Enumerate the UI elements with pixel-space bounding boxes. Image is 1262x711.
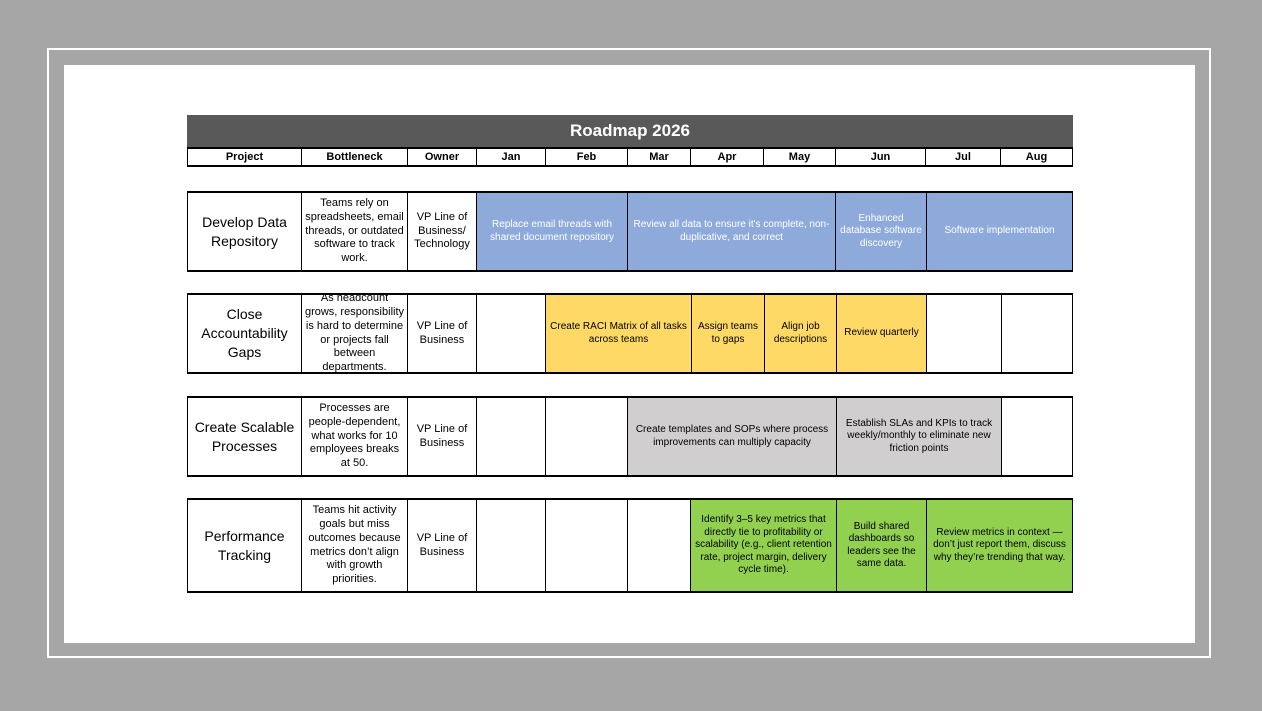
task-bar: Assign teams to gaps — [691, 295, 764, 372]
empty-cell — [545, 500, 627, 591]
project-name: Develop Data Repository — [187, 193, 301, 270]
owner-text: VP Line of Business — [407, 500, 476, 591]
header-aug: Aug — [1000, 149, 1073, 165]
project-name: Performance Tracking — [187, 500, 301, 591]
project-name: Close Accountability Gaps — [187, 295, 301, 372]
task-bar: Review metrics in context — don’t just report them, discuss why they’re trending that way. — [926, 500, 1073, 591]
empty-cell — [926, 295, 1001, 372]
header-bottleneck: Bottleneck — [301, 149, 407, 165]
roadmap-row-data-repository — [187, 191, 1073, 272]
header-row — [187, 147, 1073, 167]
owner-text: VP Line of Business — [407, 295, 476, 372]
empty-cell — [545, 398, 627, 475]
header-jan: Jan — [476, 149, 545, 165]
task-bar: Establish SLAs and KPIs to track weekly/monthly to eliminate new friction points — [836, 398, 1001, 475]
task-bar: Software implementation — [926, 193, 1073, 270]
roadmap-title: Roadmap 2026 — [187, 115, 1073, 147]
empty-cell — [476, 398, 545, 475]
task-bar: Review all data to ensure it's complete, non-duplicative, and correct — [627, 193, 835, 270]
header-mar: Mar — [627, 149, 690, 165]
header-jul: Jul — [925, 149, 1000, 165]
bottleneck-text: Teams rely on spreadsheets, email threads, or outdated software to track work. — [301, 193, 407, 270]
task-bar: Align job descriptions — [764, 295, 836, 372]
task-bar: Review quarterly — [836, 295, 926, 372]
bottleneck-text: As headcount grows, responsibility is hard to determine or projects fall between departments. — [301, 295, 407, 372]
header-jun: Jun — [835, 149, 925, 165]
bottleneck-text: Processes are people-dependent, what works for 10 employees breaks at 50. — [301, 398, 407, 475]
task-bar: Create RACI Matrix of all tasks across teams — [545, 295, 691, 372]
header-project: Project — [187, 149, 301, 165]
task-bar: Replace email threads with shared document repository — [476, 193, 627, 270]
bottleneck-text: Teams hit activity goals but miss outcomes because metrics don’t align with growth priorities. — [301, 500, 407, 591]
empty-cell — [476, 500, 545, 591]
roadmap-row-scalable-processes — [187, 396, 1073, 477]
empty-cell — [627, 500, 690, 591]
owner-text: VP Line of Business — [407, 398, 476, 475]
task-bar: Identify 3–5 key metrics that directly tie to profitability or scalability (e.g., client retention rate, project margin, delivery cycle time). — [690, 500, 836, 591]
roadmap-row-accountability — [187, 293, 1073, 374]
roadmap-row-performance-tracking — [187, 498, 1073, 593]
task-bar: Build shared dashboards so leaders see the same data. — [836, 500, 926, 591]
empty-cell — [476, 295, 545, 372]
task-bar: Enhanced database software discovery — [835, 193, 926, 270]
project-name: Create Scalable Processes — [187, 398, 301, 475]
header-apr: Apr — [690, 149, 763, 165]
empty-cell — [1001, 398, 1073, 475]
task-bar: Create templates and SOPs where process improvements can multiply capacity — [627, 398, 836, 475]
header-may: May — [763, 149, 835, 165]
empty-cell — [1001, 295, 1073, 372]
header-feb: Feb — [545, 149, 627, 165]
owner-text: VP Line of Business/ Technology — [407, 193, 476, 270]
header-owner: Owner — [407, 149, 476, 165]
